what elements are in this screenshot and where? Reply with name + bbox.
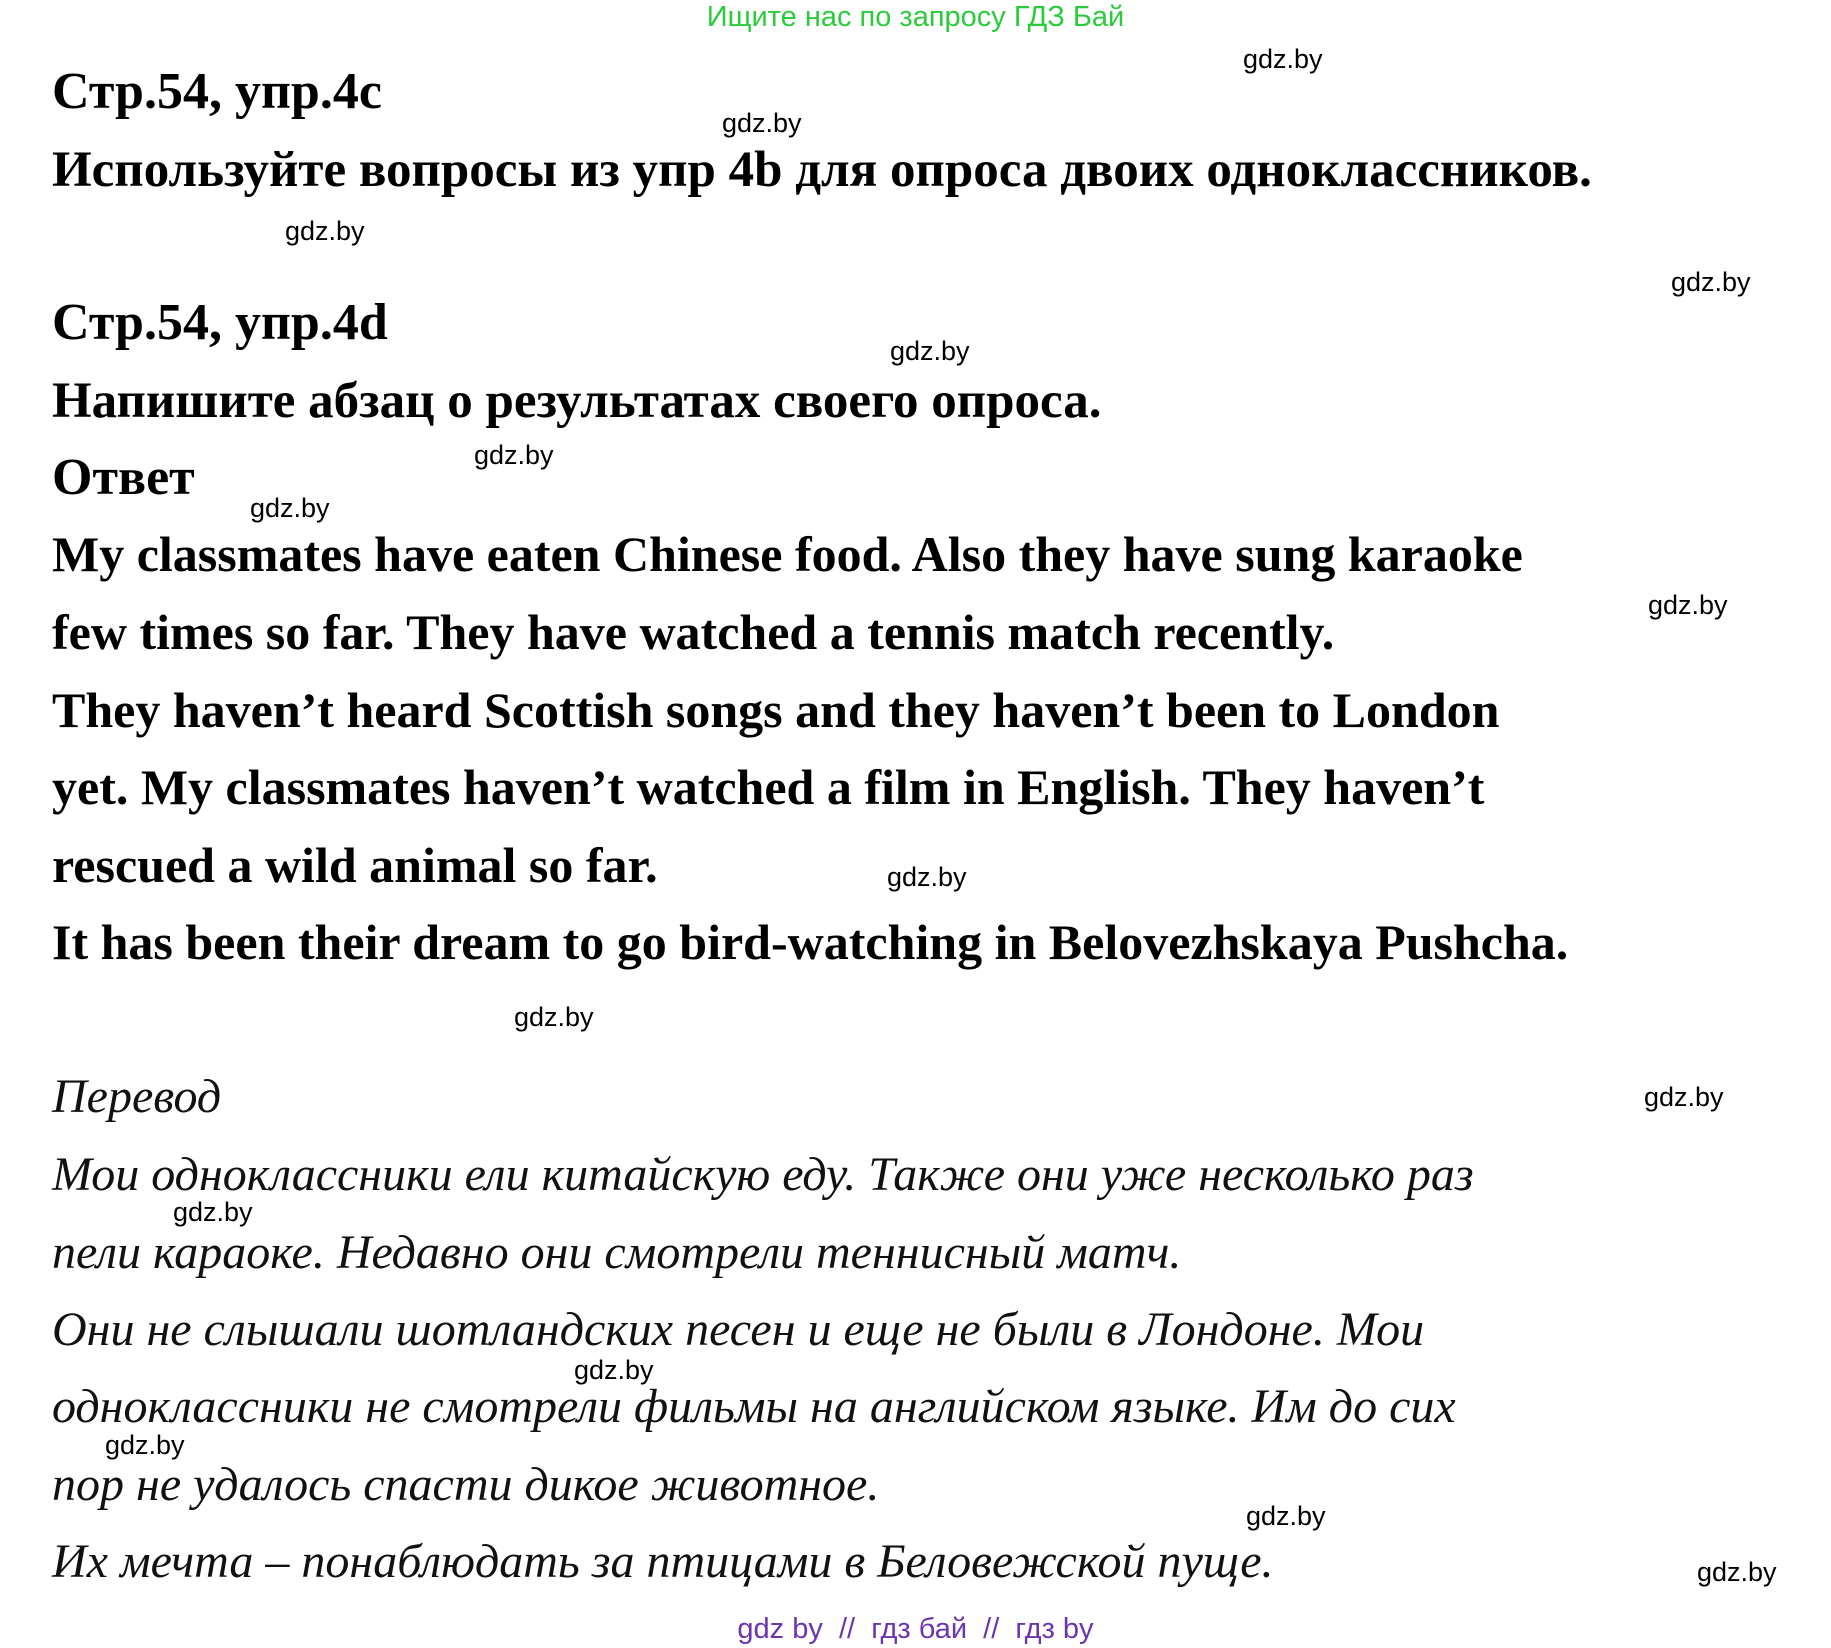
- watermark: gdz.by: [722, 108, 802, 138]
- heading-ex4d: Стр.54, упр.4d: [52, 294, 388, 351]
- answer-label: Ответ: [52, 449, 195, 506]
- answer-line: It has been their dream to go bird-watching in Belovezhskaya Pushcha.: [52, 914, 1569, 970]
- translation-line: пели караоке. Недавно они смотрели теннисный матч.: [52, 1226, 1182, 1279]
- watermark: gdz.by: [250, 493, 330, 523]
- watermark: gdz.by: [474, 440, 554, 470]
- watermark: gdz.by: [887, 862, 967, 892]
- answer-line: few times so far. They have watched a tennis match recently.: [52, 604, 1335, 660]
- watermark: gdz.by: [1246, 1501, 1326, 1531]
- watermark: gdz.by: [1644, 1082, 1724, 1112]
- watermark: gdz.by: [890, 336, 970, 366]
- translation-label: Перевод: [52, 1070, 222, 1123]
- task-ex4c: Используйте вопросы из упр 4b для опроса двоих одноклассников.: [52, 142, 1592, 198]
- watermark: gdz.by: [105, 1430, 185, 1460]
- watermark: gdz.by: [1243, 44, 1323, 74]
- answer-line: yet. My classmates haven’t watched a film in English. They haven’t: [52, 759, 1485, 815]
- translation-line: Мои одноклассники ели китайскую еду. Также они уже несколько раз: [52, 1148, 1474, 1201]
- translation-line: Они не слышали шотландских песен и еще не были в Лондоне. Мои: [52, 1303, 1425, 1356]
- watermark: gdz.by: [1648, 590, 1728, 620]
- heading-ex4c: Стр.54, упр.4c: [52, 63, 382, 120]
- task-ex4d: Напишите абзац о результатах своего опроса.: [52, 373, 1102, 429]
- answer-line: They haven’t heard Scottish songs and they haven’t been to London: [52, 682, 1500, 738]
- translation-line: Их мечта – понаблюдать за птицами в Беловежской пуще.: [52, 1535, 1274, 1588]
- translation-line: одноклассники не смотрели фильмы на английском языке. Им до сих: [52, 1380, 1456, 1433]
- watermark: gdz.by: [1671, 267, 1751, 297]
- translation-line: пор не удалось спасти дикое животное.: [52, 1458, 880, 1511]
- watermark: gdz.by: [173, 1197, 253, 1227]
- watermark: gdz.by: [1697, 1557, 1777, 1587]
- answer-line: rescued a wild animal so far.: [52, 837, 658, 893]
- watermark: gdz.by: [574, 1355, 654, 1385]
- bottom-banner: gdz by // гдз бай // гдз by: [737, 1613, 1094, 1645]
- watermark: gdz.by: [514, 1002, 594, 1032]
- top-banner: Ищите нас по запросу ГДЗ Бай: [706, 1, 1125, 33]
- answer-line: My classmates have eaten Chinese food. Also they have sung karaoke: [52, 526, 1523, 582]
- watermark: gdz.by: [285, 216, 365, 246]
